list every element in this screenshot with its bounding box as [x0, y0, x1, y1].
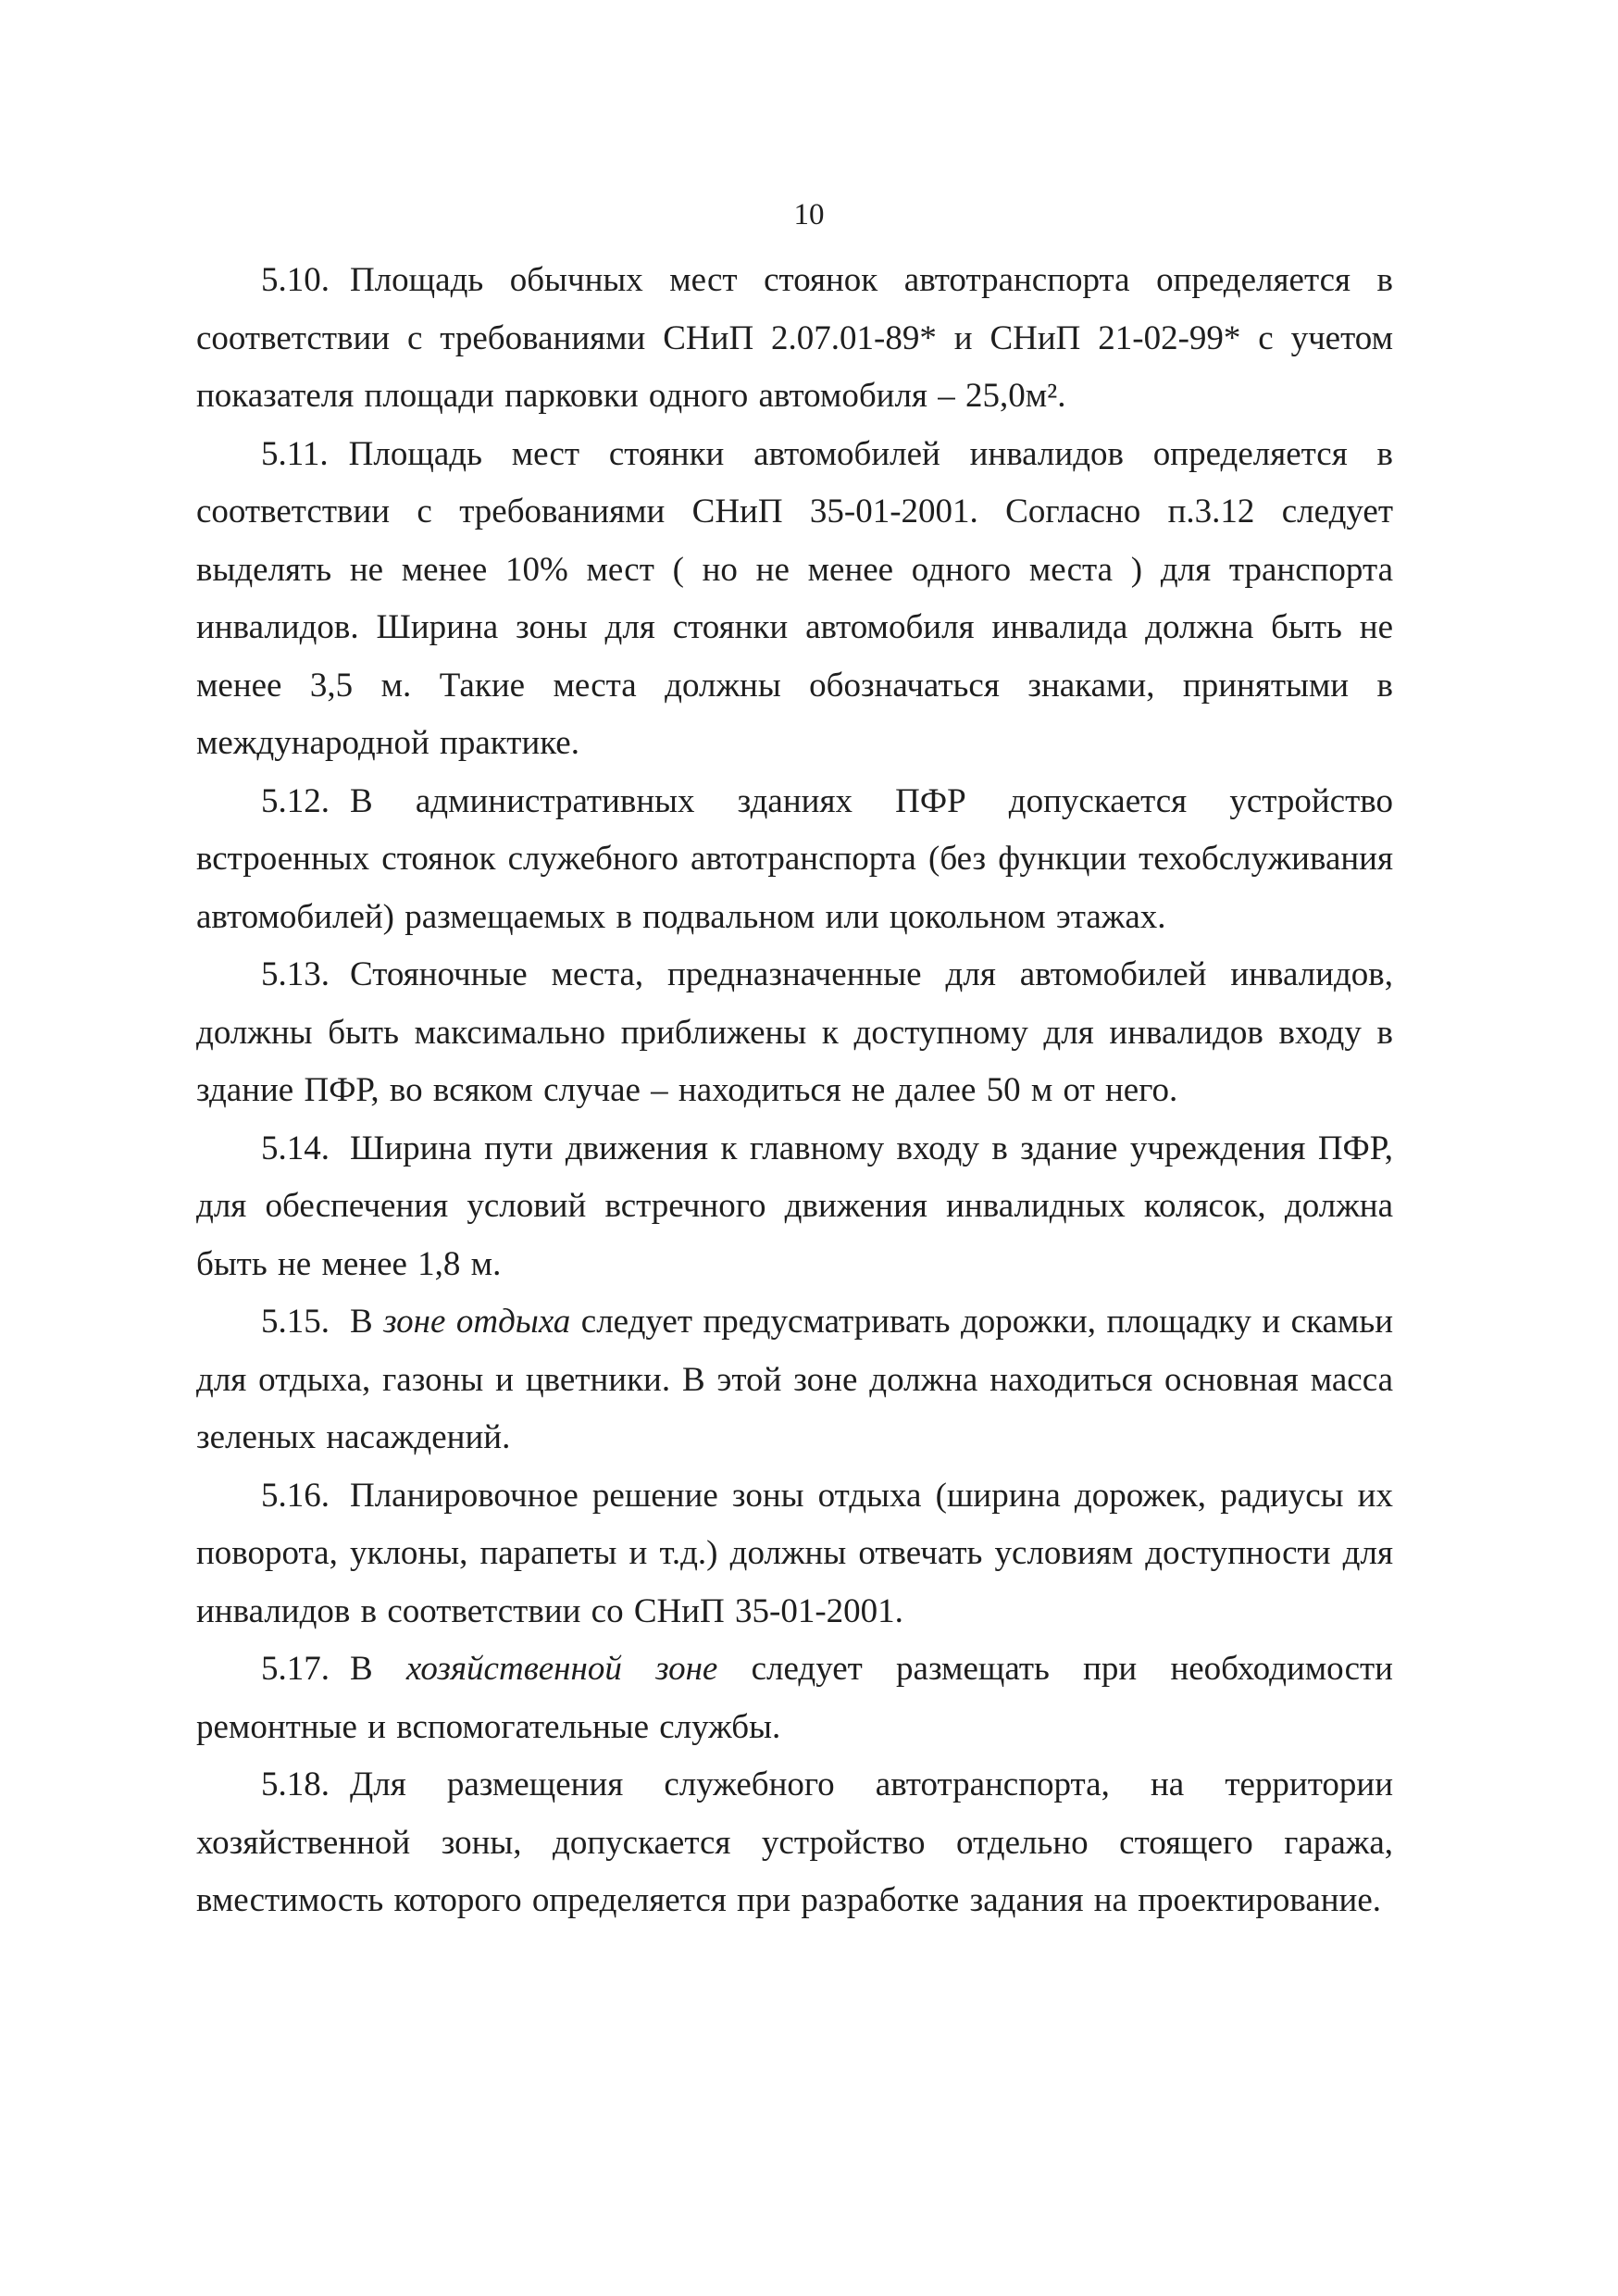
paragraph-number: 5.15. [261, 1303, 330, 1341]
paragraph-text: Планировочное решение зоны отдыха (ширина дорожек, радиусы их поворота, уклоны, парапеты и т.д.) должны отвечать условиям доступности для инвалидов в соответствии со СНиП 35-01-2001. [196, 1476, 1393, 1630]
page-number: 10 [793, 198, 825, 231]
paragraph-text-rest: следует размещать при необходимости ремонтные и вспомогательные службы. [196, 1650, 1393, 1746]
paragraph-text: Для размещения служебного автотранспорта, на территории хозяйственной зоны, допускается устройство отдельно стоящего гаража, вместимость которого определяется при разработке задания на проектирование. [196, 1766, 1393, 1919]
paragraph-emphasis: зоне отдыха [383, 1303, 571, 1341]
paragraph-5-16 [196, 1467, 1393, 1641]
paragraph-text: Площадь обычных мест стоянок автотранспорта определяется в соответствии с требованиями СНиП 2.07.01-89* и СНиП 21-02-99* с учетом показателя площади парковки одного автомобиля – 25,0м². [196, 261, 1393, 415]
paragraph-text-rest: следует предусматривать дорожки, площадку и скамьи для отдыха, газоны и цветники. В этой зоне должна находиться основная масса зеленых насаждений. [196, 1303, 1394, 1456]
paragraph-5-12 [196, 773, 1393, 947]
paragraph-emphasis: хозяйственной зоне [405, 1650, 718, 1688]
paragraph-text: Площадь мест стоянки автомобилей инвалидов определяется в соответствии с требованиями СНиП 35-01-2001. Согласно п.3.12 следует выделять не менее 10% мест ( но не менее одного места ) для транспорта инвалидов. Ширина зоны для стоянки автомобиля инвалида должна быть не менее 3,5 м. Такие места должны обозначаться знаками, принятыми в международной практике. [196, 434, 1393, 762]
paragraph-5-15 [196, 1293, 1393, 1467]
paragraph-text: Ширина пути движения к главному входу в здание учреждения ПФР, для обеспечения условий встречного движения инвалидных колясок, должна быть не менее 1,8 м. [196, 1129, 1393, 1283]
paragraph-text: Стояночные места, предназначенные для автомобилей инвалидов, должны быть максимально приближены к доступному для инвалидов входу в здание ПФР, во всяком случае – находиться не далее 50 м от него. [196, 955, 1393, 1109]
paragraph-number: 5.10. [261, 261, 330, 299]
paragraph-number: 5.18. [261, 1766, 330, 1803]
paragraph-number: 5.13. [261, 955, 330, 993]
paragraph-text: В административных зданиях ПФР допускается устройство встроенных стоянок служебного автотранспорта (без функции техобслуживания автомобилей) размещаемых в подвальном или цокольном этажах. [196, 781, 1393, 936]
paragraph-text-start: В [350, 1650, 406, 1688]
paragraph-5-10 [196, 252, 1393, 426]
paragraph-text-start: В [350, 1303, 384, 1341]
paragraph-5-18 [196, 1756, 1393, 1930]
paragraph-5-17 [196, 1641, 1393, 1756]
paragraph-number: 5.16. [261, 1476, 330, 1515]
paragraph-5-13 [196, 946, 1393, 1120]
paragraph-number: 5.14. [261, 1129, 330, 1167]
document-body [196, 252, 1393, 1930]
paragraph-number: 5.12. [261, 781, 330, 820]
paragraph-5-14 [196, 1120, 1393, 1294]
paragraph-number: 5.17. [261, 1650, 330, 1688]
paragraph-5-11 [196, 426, 1393, 773]
paragraph-number: 5.11. [261, 434, 329, 473]
